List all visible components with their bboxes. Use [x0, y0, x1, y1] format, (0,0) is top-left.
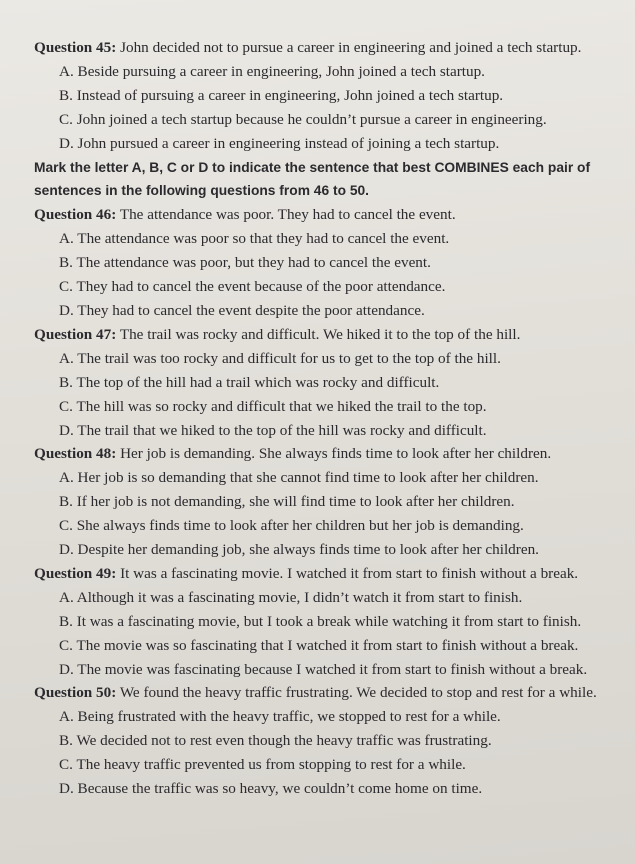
option-48-b: B. If her job is not demanding, she will find time to look after her children. — [59, 493, 515, 511]
option-45-d: D. John pursued a career in engineering instead of joining a tech startup. — [59, 134, 500, 152]
option-47-c: C. The hill was so rocky and difficult that we hiked the trail to the top. — [59, 397, 487, 415]
option-46-c: C. They had to cancel the event because of the poor attendance. — [59, 278, 446, 296]
option-48-a: A. Her job is so demanding that she cannot find time to look after her children. — [59, 469, 539, 487]
option-48-d: D. Despite her demanding job, she always finds time to look after her children. — [59, 541, 539, 559]
question-label: Question 45: — [34, 39, 117, 56]
option-50-b: B. We decided not to rest even though the heavy traffic was frustrating. — [59, 732, 492, 750]
option-47-d: D. The trail that we hiked to the top of the hill was rocky and difficult. — [59, 421, 487, 439]
question-label: Question 48: — [34, 445, 117, 463]
option-50-d: D. Because the traffic was so heavy, we couldn’t come home on time. — [59, 780, 483, 798]
question-stem: The attendance was poor. They had to cancel the event. — [119, 206, 456, 224]
question-stem: The trail was rocky and difficult. We hiked it to the top of the hill. — [119, 325, 521, 343]
question-label: Question 46: — [34, 206, 117, 224]
question-stem: John decided not to pursue a career in engineering and joined a tech startup. — [120, 39, 582, 56]
option-48-c: C. She always finds time to look after her children but her job is demanding. — [59, 517, 524, 535]
option-47-a: A. The trail was too rocky and difficult for us to get to the top of the hill. — [59, 349, 501, 367]
section-instruction-line-1: Mark the letter A, B, C or D to indicate the sentence that best COMBINES each pair of — [34, 159, 591, 175]
question-50 — [28, 681, 617, 705]
section-instruction-line-2: sentences in the following questions from 46 to 50. — [34, 183, 370, 199]
question-stem: It was a fascinating movie. I watched it from start to finish without a break. — [120, 564, 579, 582]
option-49-d: D. The movie was fascinating because I watched it from start to finish without a break. — [59, 660, 588, 678]
option-45-a: A. Beside pursuing a career in engineering, John joined a tech startup. — [59, 62, 485, 80]
question-stem: Her job is demanding. She always finds time to look after her children. — [120, 445, 552, 463]
option-49-c: C. The movie was so fascinating that I watched it from start to finish without a break. — [59, 636, 579, 654]
option-45-b: B. Instead of pursuing a career in engineering, John joined a tech startup. — [59, 86, 504, 104]
option-46-b: B. The attendance was poor, but they had to cancel the event. — [59, 254, 431, 272]
option-50-c: C. The heavy traffic prevented us from stopping to rest for a while. — [59, 756, 466, 774]
question-47 — [28, 323, 617, 347]
option-50-a: A. Being frustrated with the heavy traffic, we stopped to rest for a while. — [59, 708, 501, 726]
question-stem: We found the heavy traffic frustrating. We decided to stop and rest for a while. — [119, 684, 597, 702]
question-label: Question 49: — [34, 564, 117, 582]
option-49-b: B. It was a fascinating movie, but I took a break while watching it from start to finish. — [59, 612, 582, 630]
question-48 — [28, 442, 617, 466]
option-45-c: C. John joined a tech startup because he couldn’t pursue a career in engineering. — [59, 110, 547, 128]
question-label: Question 50: — [34, 684, 117, 702]
option-46-d: D. They had to cancel the event despite the poor attendance. — [59, 301, 425, 319]
question-45 — [28, 36, 617, 60]
question-46 — [28, 203, 617, 227]
option-46-a: A. The attendance was poor so that they had to cancel the event. — [59, 230, 450, 248]
question-label: Question 47: — [34, 325, 117, 343]
option-49-a: A. Although it was a fascinating movie, I didn’t watch it from start to finish. — [59, 588, 523, 606]
question-49 — [28, 562, 617, 586]
option-47-b: B. The top of the hill had a trail which was rocky and difficult. — [59, 373, 440, 391]
